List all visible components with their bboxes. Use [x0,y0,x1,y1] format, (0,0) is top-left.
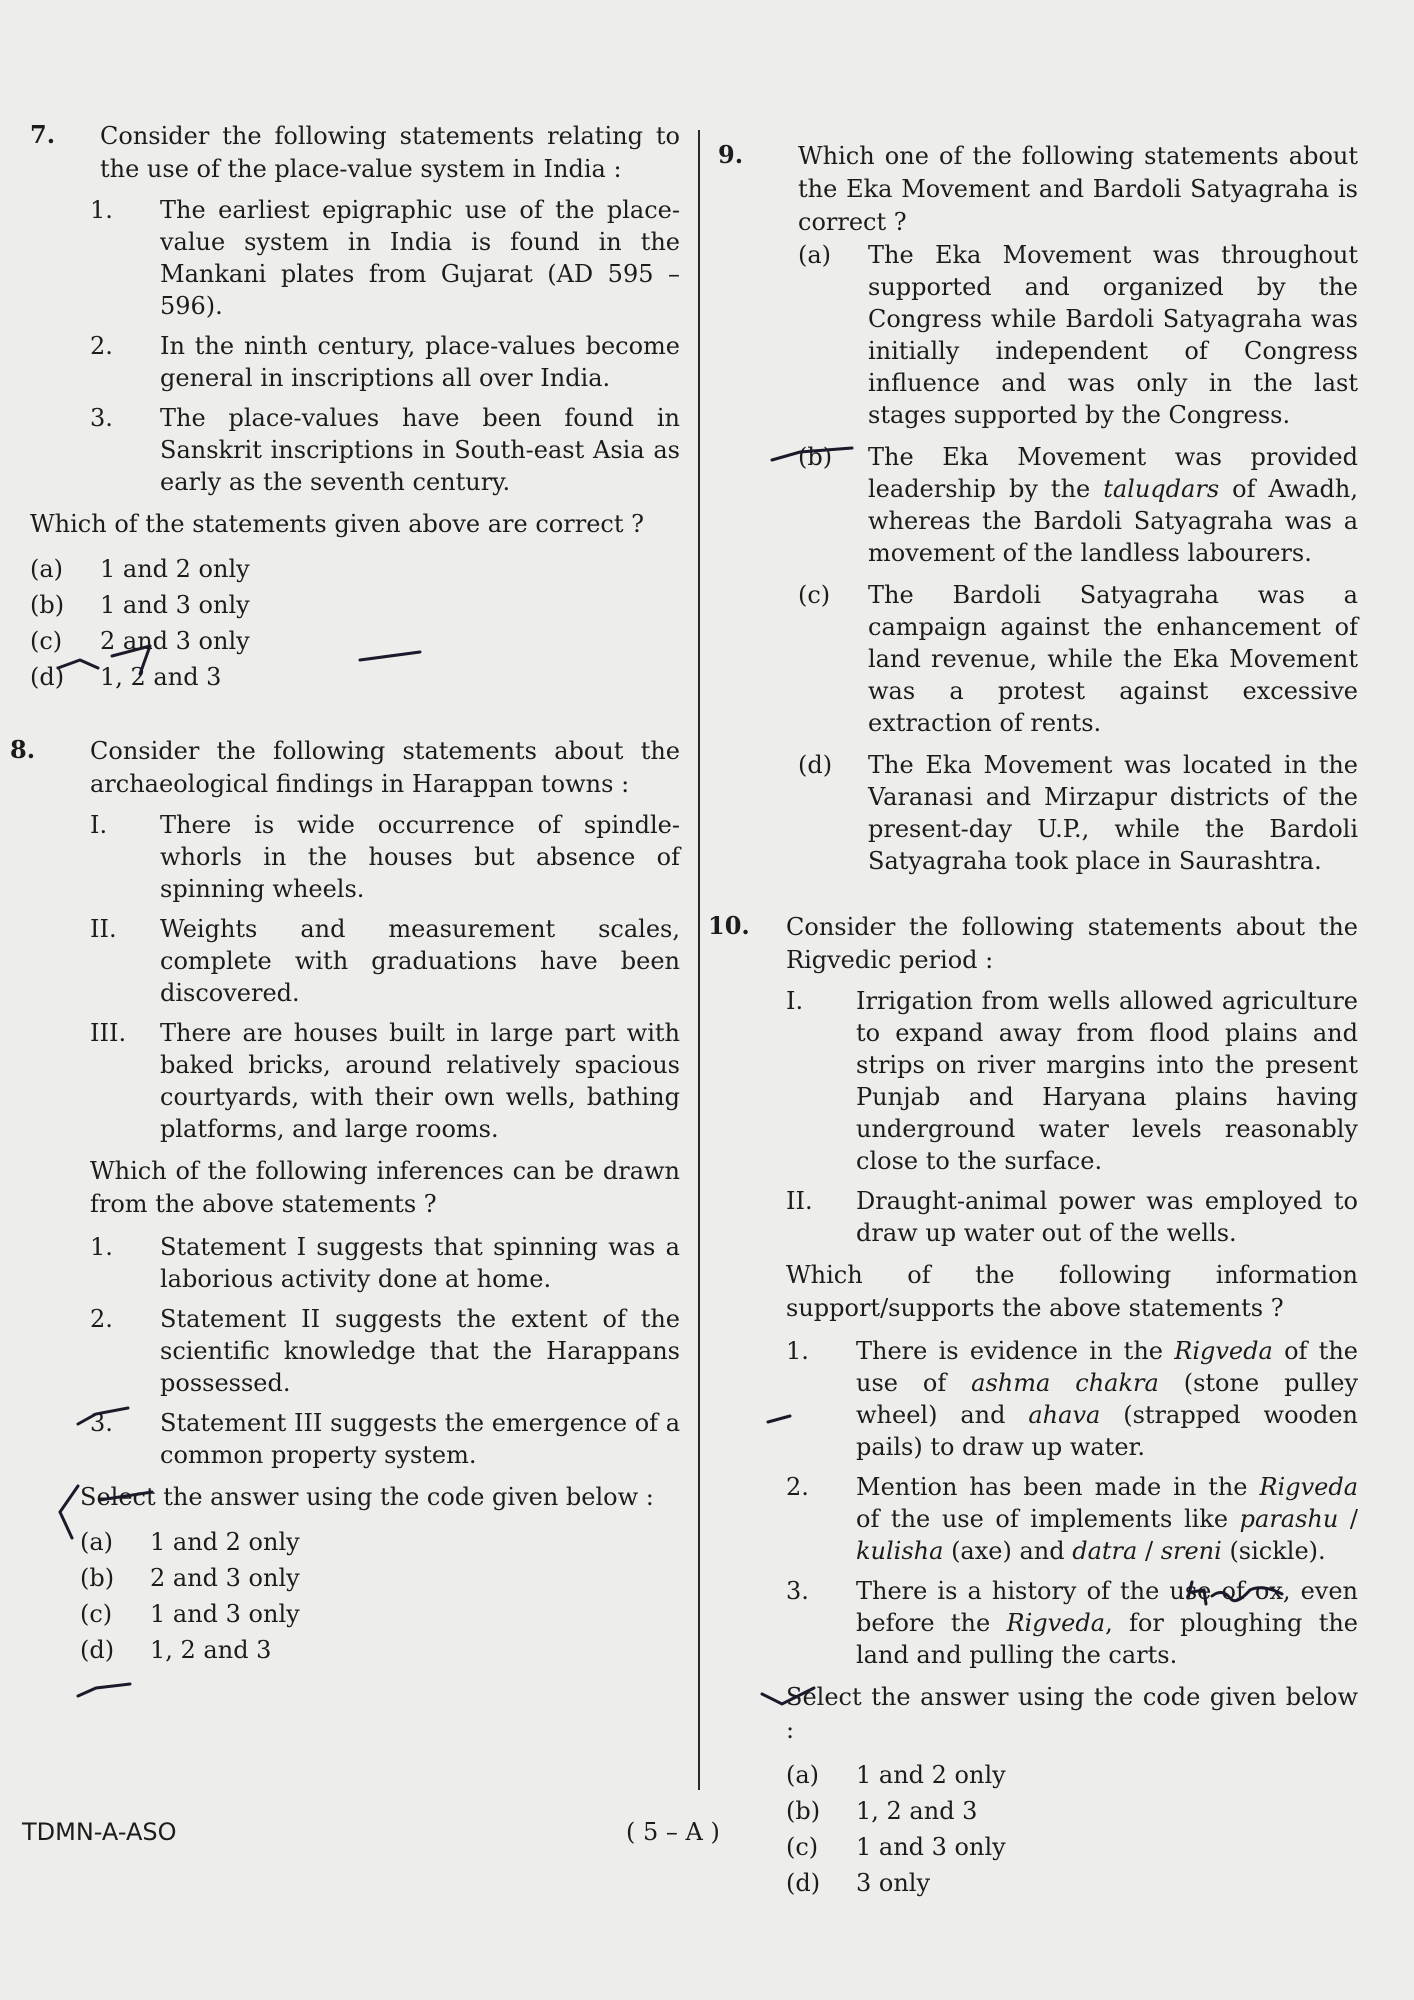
option-c[interactable] [798,579,1358,739]
option-text: The Eka Movement was throughout supported and organized by the Congress while Bardoli Satyagraha was initially independent of Congress influence and was only in the last stages supported by the Congress. [868,241,1358,429]
statement-text: The place-values have been found in Sanskrit inscriptions in South-east Asia as early as the seventh century. [160,404,680,496]
inference-number: 3. [90,1409,113,1437]
statement [90,913,680,1009]
info-item [786,1575,1358,1671]
option-label: (b) [786,1797,821,1825]
option-label: (c) [30,627,63,655]
right-column [708,140,1359,1935]
info-item [786,1471,1358,1567]
inference [90,1303,680,1399]
inference [90,1231,680,1295]
statement-text: There is wide occurrence of spindle-whorls in the houses but absence of spinning wheels. [160,811,680,903]
option-text: 1 and 3 only [856,1833,1006,1861]
select-instruction: Select the answer using the code given below : [80,1483,654,1511]
statement-number: 3. [90,404,113,432]
statement-text: The earliest epigraphic use of the place-value system in India is found in the Mankani plates from Gujarat (AD 595 – 596). [160,196,680,320]
option-label: (d) [786,1869,821,1897]
option-label: (b) [798,443,833,471]
statement-text: Draught-animal power was employed to draw up water out of the wells. [856,1187,1358,1247]
statement-number: I. [786,987,804,1015]
question-number: 10. [708,911,750,940]
option-b[interactable] [786,1793,1358,1829]
option-d[interactable] [30,659,680,695]
question-ask: Which of the statements given above are correct ? [30,510,644,538]
option-a[interactable] [786,1757,1358,1793]
option-text: 1 and 2 only [150,1528,300,1556]
option-label: (a) [30,555,64,583]
question-ask: Which of the following inferences can be drawn from the above statements ? [90,1157,680,1218]
statement-number: II. [786,1187,813,1215]
question-stem: Consider the following statements about the Rigvedic period : [786,913,1358,974]
info-text: Mention has been made in the Rigveda of the use of implements like parashu / kulisha (axe) and datra / sreni (sickle). [856,1473,1359,1565]
option-d[interactable] [80,1632,680,1668]
option-text: 1 and 2 only [100,555,250,583]
option-b[interactable] [30,587,680,623]
info-number: 3. [786,1577,809,1605]
inference-text: Statement II suggests the extent of the scientific knowledge that the Harappans possessed. [160,1305,680,1397]
question-9 [718,140,1358,877]
option-text: 1, 2 and 3 [150,1636,272,1664]
option-a[interactable] [30,551,680,587]
select-instruction: Select the answer using the code given below : [786,1683,1358,1744]
page-number: ( 5 – A ) [626,1818,720,1846]
statement [786,985,1358,1177]
option-text: 2 and 3 only [100,627,250,655]
info-text: There is a history of the use of ox, even before the Rigveda, for ploughing the land and pulling the carts. [856,1577,1359,1669]
option-text: 1 and 2 only [856,1761,1006,1789]
option-c[interactable] [80,1596,680,1632]
option-label: (d) [798,751,833,779]
option-a[interactable] [80,1524,680,1560]
option-label: (c) [786,1833,819,1861]
statement-number: 1. [90,196,113,224]
option-a[interactable] [798,239,1358,431]
option-label: (c) [80,1600,113,1628]
statement-text: Weights and measurement scales, complete with graduations have been discovered. [160,915,680,1007]
option-text: 1, 2 and 3 [100,663,222,691]
statement [786,1185,1358,1249]
statement-text: In the ninth century, place-values become general in inscriptions all over India. [160,332,680,392]
question-7 [30,120,680,695]
option-d[interactable] [786,1865,1358,1901]
option-label: (a) [786,1761,820,1789]
option-c[interactable] [786,1829,1358,1865]
column-divider [698,130,700,1790]
statement-number: II. [90,915,117,943]
option-label: (d) [30,663,65,691]
info-text: There is evidence in the Rigveda of the use of ashma chakra (stone pulley wheel) and ahava (strapped wooden pails) to draw up water. [856,1337,1358,1461]
statement-number: I. [90,811,108,839]
question-10 [708,911,1359,1901]
statement [90,194,680,322]
question-8 [10,735,680,1668]
question-stem: Consider the following statements about the archaeological findings in Harappan towns : [90,737,680,798]
option-text: 1 and 3 only [150,1600,300,1628]
statement-text: There are houses built in large part with baked bricks, around relatively spacious courtyards, with their own wells, bathing platforms, and large rooms. [160,1019,680,1143]
option-text: 3 only [856,1869,931,1897]
inference-number: 2. [90,1305,113,1333]
option-text: The Eka Movement was provided leadership by the taluqdars of Awadh, whereas the Bardoli Satyagraha was a movement of the landless labourers. [868,443,1358,567]
info-number: 2. [786,1473,809,1501]
info-item [786,1335,1358,1463]
statement-text: Irrigation from wells allowed agriculture to expand away from flood plains and strips on river margins into the present Punjab and Haryana plains having underground water levels reasonably close to the surface. [856,987,1358,1175]
question-number: 7. [30,120,56,149]
option-text: 2 and 3 only [150,1564,300,1592]
inference [90,1407,680,1471]
option-b[interactable] [798,441,1358,569]
statement [90,402,680,498]
booklet-code: TDMN-A-ASO [22,1818,177,1846]
question-number: 9. [718,140,744,169]
info-number: 1. [786,1337,809,1365]
question-number: 8. [10,735,36,764]
statement [90,330,680,394]
option-label: (a) [80,1528,114,1556]
option-text: The Bardoli Satyagraha was a campaign against the enhancement of land revenue, while the Eka Movement was a protest against excessive extraction of rents. [868,581,1358,737]
option-label: (b) [80,1564,115,1592]
inference-text: Statement III suggests the emergence of a common property system. [160,1409,680,1469]
option-label: (a) [798,241,832,269]
option-label: (d) [80,1636,115,1664]
left-column [10,120,680,1702]
question-stem: Consider the following statements relating to the use of the place-value system in India : [100,122,680,183]
inference-number: 1. [90,1233,113,1261]
question-ask: Which of the following information support/supports the above statements ? [786,1261,1358,1322]
inference-text: Statement I suggests that spinning was a laborious activity done at home. [160,1233,680,1293]
question-stem: Which one of the following statements about the Eka Movement and Bardoli Satyagraha is correct ? [798,142,1358,236]
option-d[interactable] [798,749,1358,877]
statement [90,1017,680,1145]
statement [90,809,680,905]
option-c[interactable] [30,623,680,659]
option-label: (c) [798,581,831,609]
statement-number: III. [90,1019,127,1047]
option-text: 1, 2 and 3 [856,1797,978,1825]
option-text: 1 and 3 only [100,591,250,619]
option-text: The Eka Movement was located in the Varanasi and Mirzapur districts of the present-day U.P., while the Bardoli Satyagraha took place in Saurashtra. [868,751,1358,875]
option-b[interactable] [80,1560,680,1596]
option-label: (b) [30,591,65,619]
statement-number: 2. [90,332,113,360]
